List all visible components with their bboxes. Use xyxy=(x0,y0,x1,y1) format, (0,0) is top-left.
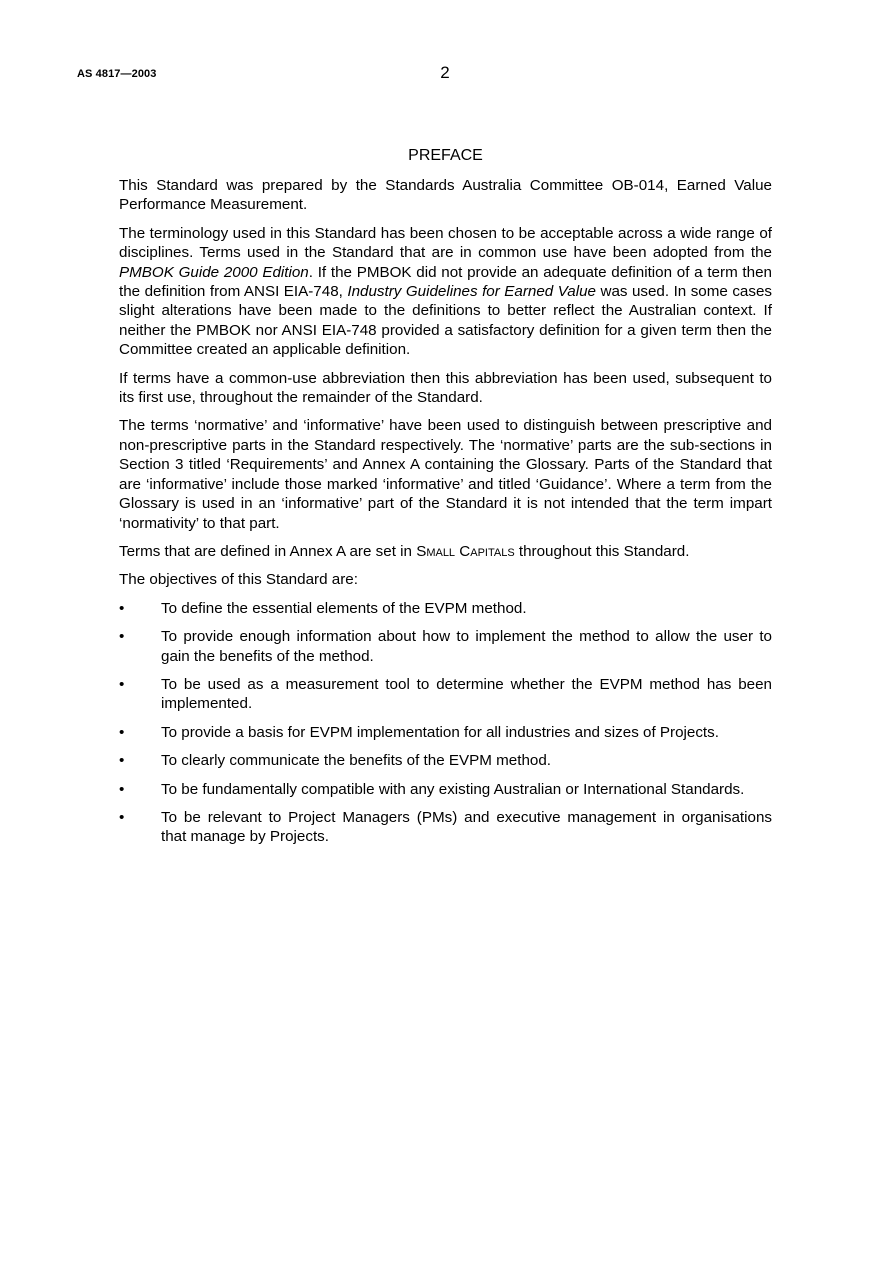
bullet-icon: • xyxy=(119,675,125,693)
list-item xyxy=(119,627,772,666)
list-item-text: To be used as a measurement tool to determine whether the EVPM method has been implemented. xyxy=(161,675,772,713)
list-item xyxy=(119,751,772,770)
pmbok-guide-title: PMBOK Guide 2000 Edition xyxy=(119,263,309,281)
page-number: 2 xyxy=(440,63,450,82)
paragraph-terminology-text-3: was used. In some cases slight alterations have been made to the definitions to better reflect the Australian context. If neither the PMBOK nor ANSI EIA-748 provided a satisfactory definition for a given term then the Committee created an applicable definition. xyxy=(119,283,772,359)
paragraph-terminology xyxy=(119,224,772,360)
list-item-text: To provide enough information about how to implement the method to allow the user to gain the benefits of the method. xyxy=(161,628,772,665)
list-item-text: To clearly communicate the benefits of the EVPM method. xyxy=(161,752,552,770)
paragraph-small-capitals-text-2: throughout this Standard. xyxy=(514,542,690,560)
bullet-icon: • xyxy=(119,752,125,770)
paragraph-small-capitals xyxy=(119,542,772,561)
paragraph-small-capitals-text-1: Terms that are defined in Annex A are set in xyxy=(119,542,417,560)
bullet-icon: • xyxy=(119,780,125,798)
ansi-guidelines-title: Industry Guidelines for Earned Value xyxy=(347,283,596,301)
paragraph-normative-informative: The terms ‘normative’ and ‘informative’ have been used to distinguish between prescriptive and non-prescriptive parts in the Standard respectively. The ‘normative’ parts are the sub-sections in Section 3 titled ‘Requirements’ and Annex A containing the Glossary. Parts of the Standard that are ‘informative’ include those marked ‘informative’ and titled ‘Guidance’. Where a term from the Glossary is used in an ‘informative’ part of the Standard it is not intended that the term impart ‘normativity’ to that part. xyxy=(119,417,772,532)
preface-section xyxy=(119,145,772,856)
bullet-icon: • xyxy=(119,808,125,826)
list-item-text: To define the essential elements of the EVPM method. xyxy=(161,599,527,617)
list-item xyxy=(119,808,772,847)
list-item-text: To provide a basis for EVPM implementation for all industries and sizes of Projects. xyxy=(161,723,719,741)
list-item xyxy=(119,780,772,799)
bullet-icon: • xyxy=(119,628,125,646)
list-item xyxy=(119,599,772,618)
small-capitals-term: Small Capitals xyxy=(416,542,515,560)
list-item xyxy=(119,723,772,742)
list-item xyxy=(119,675,772,714)
preface-heading: PREFACE xyxy=(408,147,483,164)
running-head: AS 4817—2003 xyxy=(77,68,157,80)
list-item-text: To be fundamentally compatible with any existing Australian or International Standards. xyxy=(161,780,745,798)
objectives-list xyxy=(119,599,772,847)
list-item-text: To be relevant to Project Managers (PMs) and executive management in organisations that manage by Projects. xyxy=(161,808,772,846)
bullet-icon: • xyxy=(119,599,125,617)
bullet-icon: • xyxy=(119,723,125,741)
paragraph-terminology-text-2: . If the PMBOK did not provide an adequate definition of a term then the definition from ANSI EIA-748, xyxy=(119,263,772,301)
paragraph-abbreviations: If terms have a common-use abbreviation then this abbreviation has been used, subsequent to its first use, throughout the remainder of the Standard. xyxy=(119,369,772,407)
paragraph-terminology-text-1: The terminology used in this Standard has been chosen to be acceptable across a wide range of disciplines. Terms used in the Standard that are in common use have been adopted from the xyxy=(119,224,772,262)
paragraph-objectives-intro: The objectives of this Standard are: xyxy=(119,571,358,589)
paragraph-committee: This Standard was prepared by the Standards Australia Committee OB-014, Earned Value Performance Measurement. xyxy=(119,177,772,214)
